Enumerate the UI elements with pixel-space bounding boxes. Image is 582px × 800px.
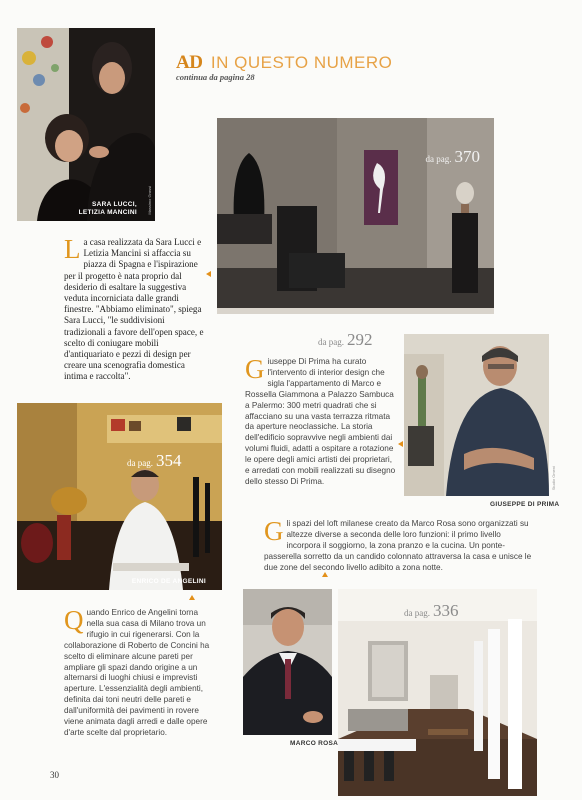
- page-ref-354: da pag. 354: [127, 451, 182, 470]
- photo-credit-di-prima: Studio Omeni: [551, 466, 556, 491]
- photo-loft-336: [338, 589, 537, 796]
- photo-marco-rosa: [243, 589, 332, 735]
- page-ref-336: da pag. 336: [404, 601, 459, 620]
- photo-enrico-de-angelini: [17, 403, 222, 590]
- photo-credit-lucci: Massimo Grassi: [147, 186, 152, 215]
- section-title: IN QUESTO NUMERO: [210, 53, 393, 72]
- article-marco-rosa-text: li spazi del loft milanese creato da Marco Rosa sono organizzati su altezze diverse a seconda delle loro funzioni: il primo livello incorpora il soggiorno, la zona pranzo e la cucina. Un ponte-passerella sorretto da un candido colonnato attraversa la casa e unisce le due zone del secondo livello adibito a zona notte.: [264, 519, 532, 572]
- article-de-angelini: [64, 605, 212, 739]
- page-number: 30: [50, 770, 59, 780]
- article-di-prima-text: iuseppe Di Prima ha curato l'intervento di interior design che sigla l'appartamento di Marco e Rossella Giammona a Palazzo Sambuca a Palermo: 300 metri quadrati che si affacciano su una vasta terrazza ritmata da aperture neoclassiche. La storia dell'edificio sopravvive negli ambienti dai volumi fluidi, adatti a ospitare a rotazione le opere degli amici artisti dei proprietari, e arredati con mobili realizzati su disegno dello stesso Di Prima.: [245, 357, 396, 486]
- caption-lucci-mancini: SARA LUCCI, LETIZIA MANCINI: [78, 201, 137, 216]
- article-lucci-text: a casa realizzata da Sara Lucci e Letizia Mancini si affaccia su piazza di Spagna e l'ispirazione per il progetto è nata proprio dal desiderio di esaltare la suggestiva veduta incorniciata dalle grandi finestre. "Abbiamo eliminato", spiega Sara Lucci, "le suddivisioni tradizionali a favore dell'open space, e scelto di coniugare mobili d'antiquariato e pezzi di design per creare una scenografia domestica intima e raccolta".: [64, 237, 204, 382]
- brand-logo: AD: [176, 52, 203, 73]
- section-subtitle: continua da pagina 28: [176, 72, 255, 82]
- article-marco-rosa: [264, 516, 532, 574]
- arrow-left-icon: [398, 441, 403, 447]
- page-ref-292: da pag. 292: [318, 330, 373, 349]
- arrow-up-icon: [189, 595, 195, 600]
- drop-cap-g: G: [245, 354, 265, 384]
- photo-lucci-mancini: [17, 28, 155, 221]
- section-header: [176, 52, 392, 74]
- arrow-up-icon: [322, 572, 328, 577]
- caption-marco-rosa: MARCO ROSA: [290, 740, 339, 747]
- drop-cap-g: G: [264, 516, 284, 546]
- article-de-angelini-text: uando Enrico de Angelini torna nella sua casa di Milano trova un rifugio in cui rigenerarsi. Con la collaborazione di Roberto de Concini ha scelto di eliminare alcune pareti per ampliare gli spazi dando origine a un alternarsi di luoghi chiusi e imprevisti aperture. L'essenzialità degli ambienti, definita dai toni neutri delle pareti e dall'uniformità dei pavimenti in rovere viene animata dagli arredi e dalle opere d'arte scelte dal proprietario.: [64, 608, 210, 737]
- photo-giuseppe-di-prima: [404, 334, 549, 496]
- arrow-left-icon: [206, 271, 211, 277]
- drop-cap-q: Q: [64, 605, 84, 635]
- article-di-prima: [245, 354, 397, 488]
- page-ref-370: da pag. 370: [425, 147, 480, 166]
- caption-enrico-de-angelini: ENRICO DE ANGELINI: [131, 578, 206, 585]
- photo-interior-370: [217, 118, 494, 314]
- drop-cap-l: L: [64, 234, 81, 264]
- article-lucci-mancini: [64, 234, 205, 383]
- caption-giuseppe-di-prima: GIUSEPPE DI PRIMA: [490, 501, 560, 508]
